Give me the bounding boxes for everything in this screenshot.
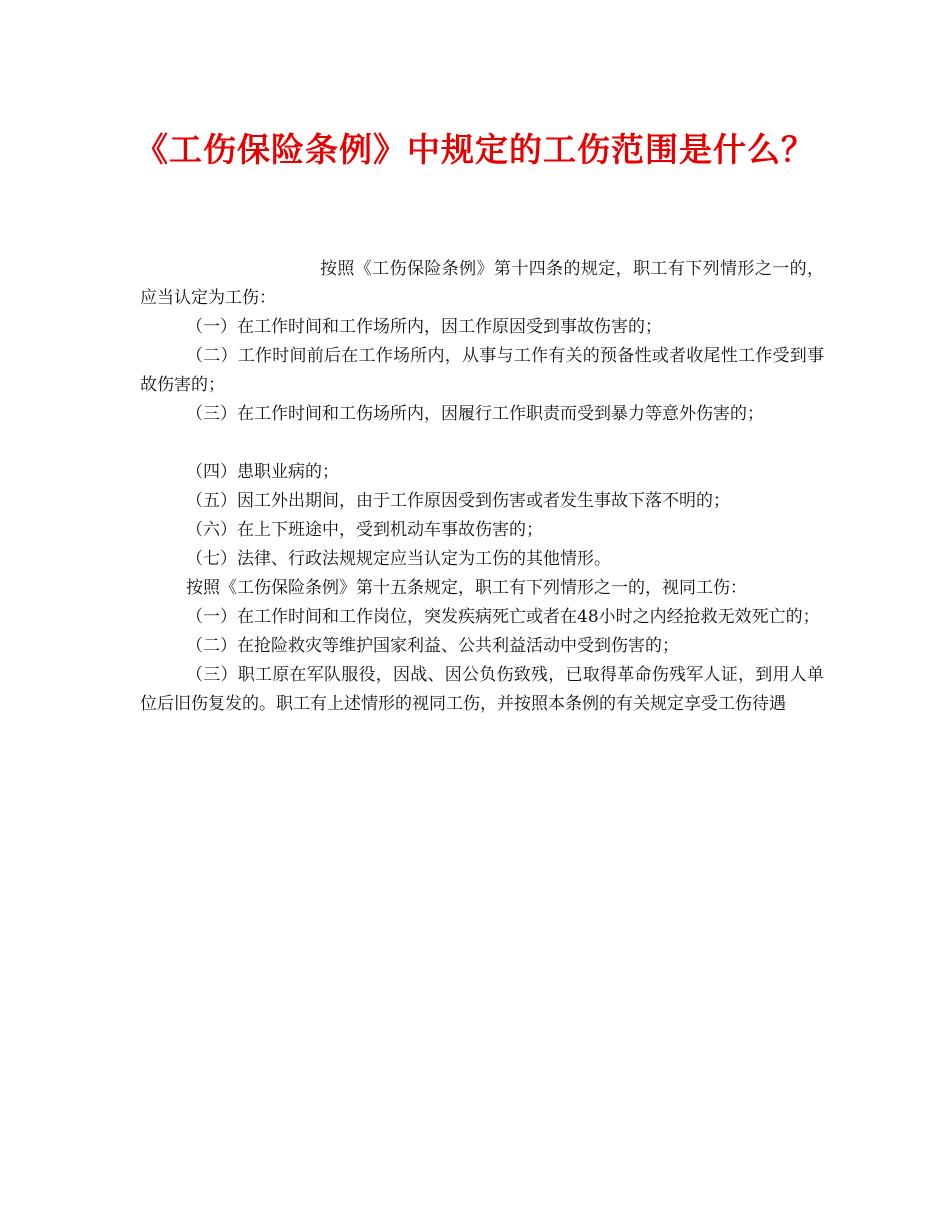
paragraph-item-7: （七）法律、行政法规规定应当认定为工伤的其他情形。 (186, 549, 611, 569)
paragraph-deemed-item-1: （一）在工作时间和工作岗位，突发疾病死亡或者在48小时之内经抢救无效死亡的； (186, 607, 820, 627)
paragraph-item-5: （五）因工外出期间，由于工作原因受到伤害或者发生事故下落不明的； (186, 491, 730, 511)
paragraph-gap (140, 429, 824, 458)
paragraph-item-6: （六）在上下班途中，受到机动车事故伤害的； (186, 520, 543, 540)
paragraph-article-15-intro: 按照《工伤保险条例》第十五条规定，职工有下列情形之一的，视同工伤： (186, 578, 747, 598)
page-title: 《工伤保险条例》中规定的工伤范围是什么？ (135, 130, 815, 169)
paragraph-item-3: （三）在工作时间和工伤场所内，因履行工作职责而受到暴力等意外伤害的； (186, 404, 764, 424)
paragraph-item-1: （一）在工作时间和工作场所内，因工作原因受到事故伤害的； (186, 317, 662, 337)
paragraph-deemed-item-3: （三）职工原在军队服役，因战、因公负伤致残，已取得革命伤残军人证，到用人单位后旧伤复发的。职工有上述情形的视同工伤，并按照本条例的有关规定享受工伤待遇 (140, 665, 824, 714)
paragraph-item-2: （二）工作时间前后在工作场所内，从事与工作有关的预备性或者收尾性工作受到事故伤害的； (140, 346, 824, 395)
paragraph-deemed-item-2: （二）在抢险救灾等维护国家利益、公共利益活动中受到伤害的； (186, 636, 679, 656)
paragraph-article-14-intro: 按照《工伤保险条例》第十四条的规定，职工有下列情形之一的，应当认定为工伤： (140, 259, 824, 308)
paragraph-item-4: （四）患职业病的； (186, 462, 339, 482)
document-body (140, 255, 824, 719)
